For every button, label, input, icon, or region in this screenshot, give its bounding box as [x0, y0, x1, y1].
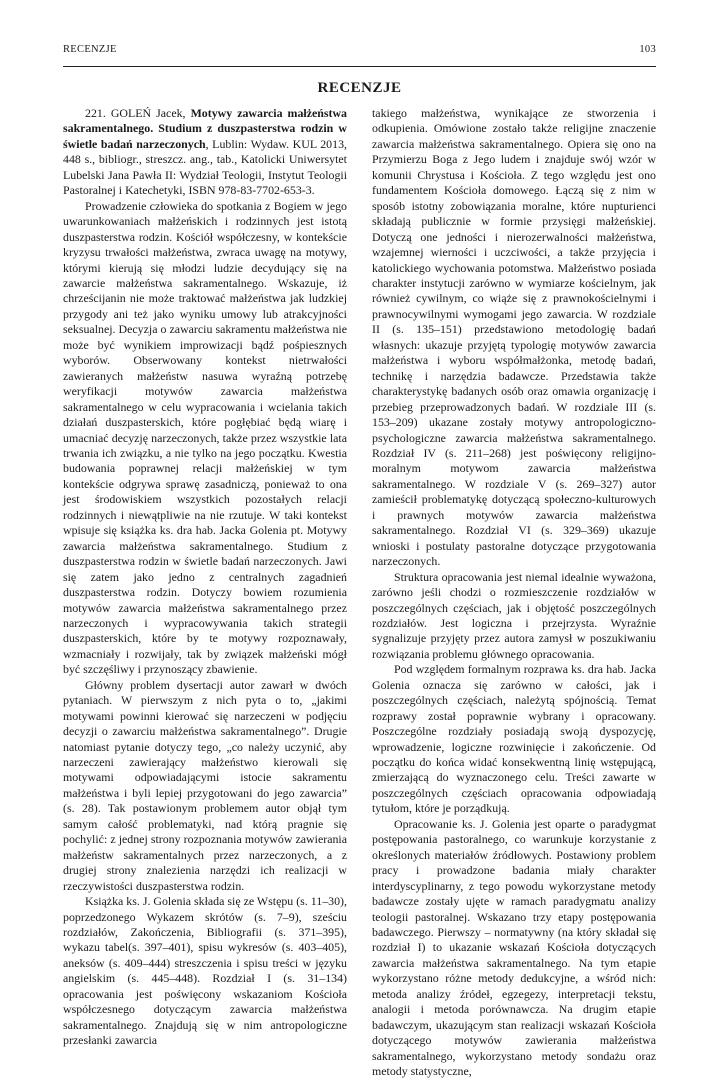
paragraph: takiego małżeństwa, wynikające ze stworzenia i odkupienia. Omówione zostało także religijne znaczenie zawarcia małżeństwa sakramentalnego. Opiera się ono na Przymierzu Boga z Jego ludem i znajduje swój wzór w komunii Chrystusa i Kościoła. Z tego względu jest ono fundamentem Kościoła domowego. Łączą się z nim w sposób istotny zobowiązania moralne, które nupturienci składają publicznie w formie przysięgi małżeńskiej. Dotyczą one jedności i nierozerwalności małżeństwa, wzajemnej wierności i uczciwości, a także przyjęcia i katolickiego wychowania potomstwa. Małżeństwo posiada charakter instytucji zarówno w wymiarze kościelnym, jak również cywilnym, co wiąże się z prawnokościelnymi i prawnocywilnymi wymogami jego zawarcia. W rozdziale II (s. 135–151) przedstawiono metodologię badań własnych: ukazuje przyjętą typologię motywów zawarcia małżeństwa i wyboru współmałżonka, metodę badań, technikę i narzędzia badawcze. Przedstawia także charakterystykę badanych osób oraz omawia organizację i przebieg przeprowadzonych badań. W rozdziale III (s. 153–209) ukazane zostały motywy antropologiczno-psychologiczne zawarcia małżeństwa sakramentalnego. Rozdział IV (s. 211–268) jest poświęcony religijno-moralnym motywom zawarcia małżeństwa sakramentalnego. W rozdziale V (s. 269–327) autor zamieścił problematykę dotyczącą społeczno-kulturowych i prawnych motywów zawarcia małżeństwa sakramentalnego. Rozdział VI (s. 329–369) ukazuje wnioski i postulaty pastoralne dotyczące przygotowania narzeczonych. [372, 106, 656, 569]
bibliographic-entry [63, 106, 347, 199]
page-number: 103 [639, 44, 656, 55]
left-column [63, 106, 347, 1049]
entry-number: 221. [85, 106, 106, 120]
entry-author: GOLEŃ Jacek, [110, 106, 186, 120]
entry-book-title: Motywy zawarcia małżeństwa sakramentalnego. Studium z duszpasterstwa rodzin w świetle badań narzeczonych [63, 106, 347, 151]
entry-publication: , Lublin: Wydaw. KUL 2013, 448 s., bibliogr., streszcz. ang., tab., Katolicki Uniwersytet Lubelski Jana Pawła II: Wydział Teologii, Instytut Teologii Pastoralnej i Katechetyki, ISBN 978-83-7702-653-3. [63, 136, 347, 198]
paragraph: Struktura opracowania jest niemal idealnie wyważona, zarówno jeśli chodzi o rozmieszczenie rozdziałów w poszczególnych częściach, jak i objętość poszczególnych rozdziałów. Jest logiczna i przejrzysta. Wyraźnie sygnalizuje przyjęty przez autora zamysł w poszukiwaniu rozwiązania problemu głównego opracowania. [372, 569, 656, 661]
paragraph: Prowadzenie człowieka do spotkania z Bogiem w jego uwarunkowaniach małżeńskich i rodzinnych jest istotą duszpasterstwa rodzin. Kościół współczesny, w kontekście kryzysu trwałości małżeństwa, zwraca uwagę na motywy, którymi kierują się młodzi ludzie decydujący się na zawarcie małżeństwa sakramentalnego. Wskazuje, iż chrześcijanin nie może traktować małżeństwa jak ludzkiej przygody ani też jako wyniku umowy lub atrakcyjności seksualnej. Decyzja o zawarciu sakramentu małżeństwa nie może być wynikiem improwizacji bądź pośpiesznych wyborów. Obserwowany kontekst nietrwałości zawieranych małżeństw nasuwa wyraźną potrzebę weryfikacji motywów zawarcia małżeństwa sakramentalnego w celu wypracowania i wcielania takich działań duszpasterskich, które pogłębiać będą wiarę i umacniać decyzję narzeczonych, także przez wszystkie lata trwania ich związku, a nie tylko na jego początku. Kwestia budowania poprawnej relacji małżeńskiej w tym kontekście odgrywa sprawę zasadniczą, ponieważ to ona jest środowiskiem wszystkich pozostałych relacji rodzinnych i niewątpliwie na nie rzutuje. W taki kontekst wpisuje się książka ks. dra hab. Jacka Golenia pt. Motywy zawarcia małżeństwa sakramentalnego. Studium z duszpasterstwa rodzin w świetle badań narzeczonych. Jawi się zatem jako jedno z centralnych zagadnień duszpasterstwa rodzin. Dotyczy bowiem rozumienia motywów zawarcia małżeństwa sakramentalnego przez narzeczonych i wypracowywania takich strategii duszpasterskich, które by te motywy rozpoznawały, wzmacniały i rozwijały, tak by związek małżeński mógł być szczęśliwy i przynoszący zbawienie. [63, 198, 347, 677]
paragraph: Pod względem formalnym rozprawa ks. dra hab. Jacka Golenia oznacza się zarówno w całości, jak i poszczególnych częściach, należytą spójnością. Temat rozprawy został poprawnie wybrany i opracowany. Poszczególne rozdziały posiadają swoją dyspozycję, wprowadzenie, logiczne rozwinięcie i zakończenie. Od początku do końca widać konsekwentną linię wstępującą, zmierzającą do wyznaczonego celu. Treści zawarte w poszczególnych częściach opracowania odpowiadają tytułom, które je porządkują. [372, 662, 656, 816]
header-rule [63, 66, 656, 67]
running-head [63, 44, 656, 60]
section-title: RECENZJE [317, 80, 402, 96]
right-column [372, 106, 656, 1080]
paragraph: Opracowanie ks. J. Golenia jest oparte o paradygmat postępowania pastoralnego, co warunkuje korzystanie z określonych materiałów źródłowych. Postawiony problem pracy i prowadzone badania miały charakter interdyscyplinarny, z tego powodu wykorzystane metody badawcze zostały ujęte w ramach paradygmatu analizy teologii pastoralnej. Wskazano trzy etapy postępowania badawczego. Pierwszy – normatywny (na który składał się rozdział I) to ukazanie wskazań Kościoła dotyczących zawarcia małżeństwa sakramentalnego. Na tym etapie wykorzystano różne metody dedukcyjne, a wśród nich: metoda analizy źródeł, egzegezy, interpretacji tekstu, analogii i metoda porównawcza. Na drugim etapie badawczym, ukazującym stan realizacji wskazań Kościoła dotyczącego motywów zawierania małżeństwa sakramentalnego, wykorzystano metody sondażu oraz metody statystyczne, [372, 816, 656, 1079]
running-head-section: RECENZJE [63, 44, 117, 55]
paragraph: Główny problem dysertacji autor zawarł w dwóch pytaniach. W pierwszym z nich pyta o to, „jakimi motywami powinni kierować się narzeczeni w podjęciu decyzji o zawarciu małżeństwa sakramentalnego”. Drugie natomiast pytanie dotyczy tego, „co należy uczynić, aby narzeczeni zawierający małżeństwo kierowali się motywami odpowiadającymi istocie sakramentu małżeństwa i byli lepiej przygotowani do jego zawarcia” (s. 28). Tak postawionym problemem autor objął tym samym całość problematyki, nad którą pragnie się pochylić: z jednej strony rozpoznania motywów zawierania małżeństw sakramentalnych przez narzeczonych, a z drugiej strony znalezienia narzędzi ich realizacji w rzeczywistości duszpasterstwa rodzin. [63, 677, 347, 893]
paragraph: Książka ks. J. Golenia składa się ze Wstępu (s. 11–30), poprzedzonego Wykazem skrótów (s. 7–9), sześciu rozdziałów, Zakończenia, Bibliografii (s. 371–395), wykazu tabel(s. 397–401), spisu wykresów (s. 403–405), aneksów (s. 409–444) streszczenia i spisu treści w języku angielskim (s. 445–448). Rozdział I (s. 31–134) opracowania jest poświęcony wskazaniom Kościoła współczesnego dotyczącym zawarcia małżeństwa sakramentalnego. Znajdują się w nim antropologiczne przesłanki zawarcia [63, 894, 347, 1048]
